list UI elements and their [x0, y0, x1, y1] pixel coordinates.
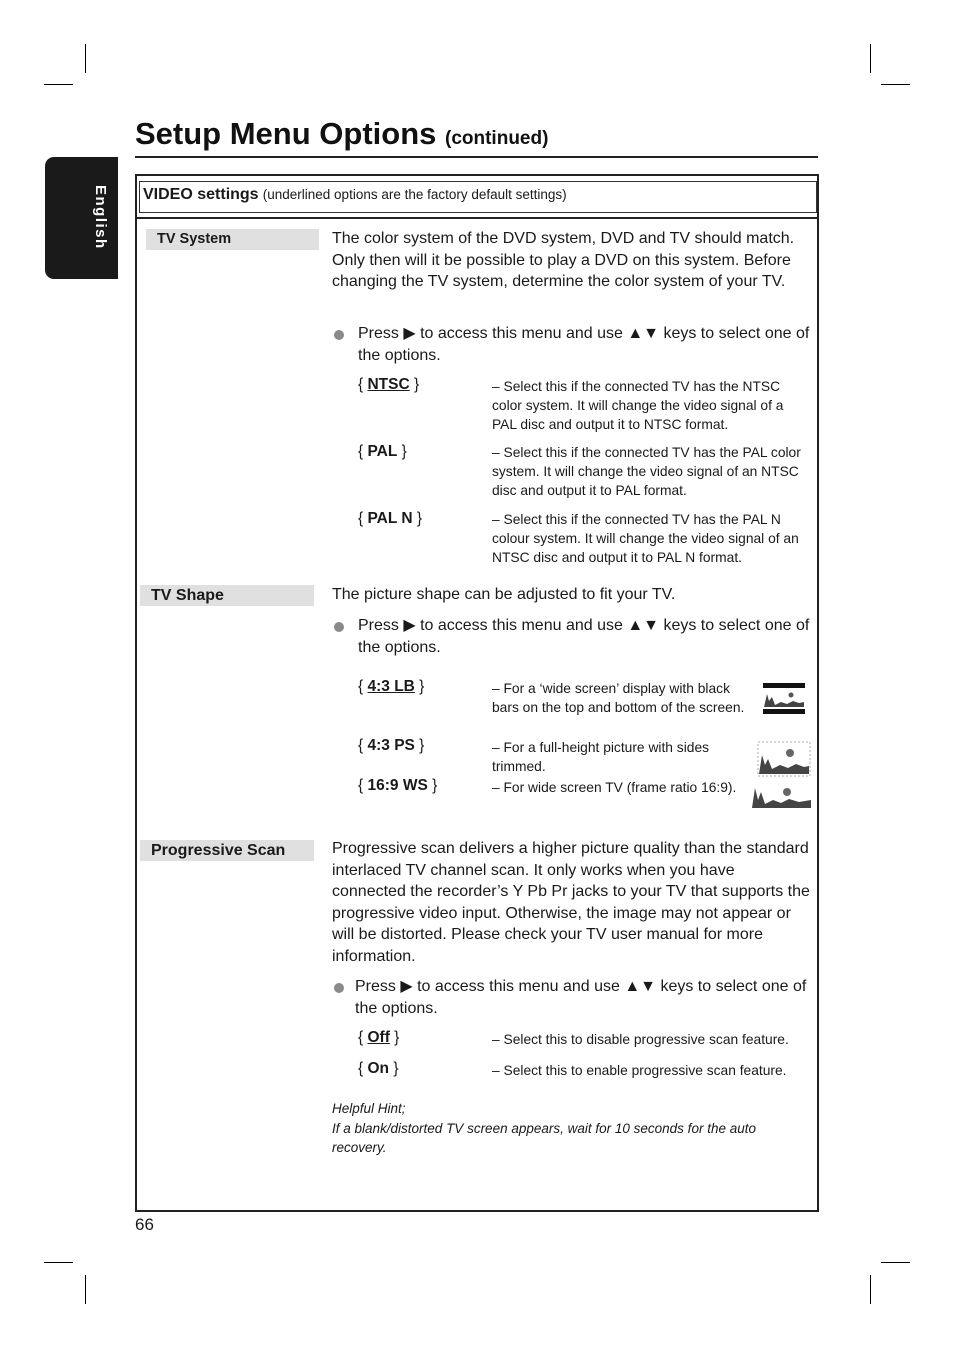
widescreen-icon: [751, 782, 813, 810]
settings-header-note: (underlined options are the factory default settings): [262, 187, 567, 202]
section-label-progressive-scan: Progressive Scan: [140, 840, 314, 861]
option-pal-name: PAL: [367, 443, 398, 460]
tv-system-intro: The color system of the DVD system, DVD and TV should match. Only then will it be possible to play a DVD on this system. Before changing the TV system, determine the color system of your TV.: [332, 230, 795, 290]
option-off-desc: – Select this to disable progressive scan feature.: [492, 1032, 789, 1047]
option-ntsc-desc: – Select this if the connected TV has the NTSC color system. It will change the video signal of a PAL disc and output it to NTSC format.: [492, 379, 784, 432]
tv-shape-intro: The picture shape can be adjusted to fit your TV.: [332, 586, 676, 603]
crop-mark: [44, 84, 73, 85]
crop-mark: [85, 44, 86, 73]
crop-mark: [44, 1262, 73, 1263]
option-pal-n: { PAL N }: [358, 510, 423, 527]
option-pal-n-name: PAL N: [367, 510, 413, 527]
option-4-3-ps: { 4:3 PS }: [358, 737, 425, 754]
option-4-3-lb: { 4:3 LB }: [358, 678, 425, 695]
tv-system-instruction: Press ▶ to access this menu and use ▲▼ keys to select one of the options.: [358, 325, 810, 364]
crop-mark: [881, 84, 910, 85]
option-on: { On }: [358, 1060, 399, 1077]
option-on-name: On: [367, 1060, 390, 1077]
option-off: { Off }: [358, 1029, 400, 1046]
header-divider: [137, 217, 817, 219]
page-title-text: Setup Menu Options: [135, 116, 437, 151]
helpful-hint-title: Helpful Hint;: [332, 1101, 406, 1116]
settings-header: [143, 186, 567, 204]
option-4-3-ps-desc: – For a full-height picture with sides trimmed.: [492, 740, 710, 774]
crop-mark: [881, 1262, 910, 1263]
option-16-9-ws-name: 16:9 WS: [367, 777, 428, 794]
helpful-hint-text: If a blank/distorted TV screen appears, wait for 10 seconds for the auto recovery.: [332, 1120, 756, 1155]
progressive-scan-instruction: Press ▶ to access this menu and use ▲▼ keys to select one of the options.: [355, 978, 807, 1017]
option-4-3-lb-desc: – For a ‘wide screen’ display with black bars on the top and bottom of the screen.: [492, 681, 745, 715]
option-ntsc: { NTSC }: [358, 376, 420, 393]
option-pal-n-desc: – Select this if the connected TV has the PAL N colour system. It will change the video signal of an NTSC disc and output it to PAL N format.: [492, 512, 799, 565]
progressive-scan-intro: Progressive scan delivers a higher picture quality than the standard interlaced TV channel scan. It only works when you have connected the recorder’s Y Pb Pr jacks to your TV that supports the progressive video input. Otherwise, the image may not appear or will be distorted. Please check your TV user manual for more information.: [332, 840, 810, 965]
option-4-3-lb-name: 4:3 LB: [367, 678, 415, 695]
option-ntsc-name: NTSC: [367, 376, 410, 393]
crop-mark: [870, 1275, 871, 1304]
page-number: 66: [135, 1215, 154, 1234]
option-4-3-ps-name: 4:3 PS: [367, 737, 415, 754]
option-off-name: Off: [367, 1029, 390, 1046]
option-pal-desc: – Select this if the connected TV has the PAL color system. It will change the video signal of an NTSC disc and output it to PAL format.: [492, 445, 801, 498]
option-16-9-ws-desc: – For wide screen TV (frame ratio 16:9).: [492, 780, 737, 795]
bullet-icon: [334, 330, 344, 340]
pan-scan-icon: [756, 741, 812, 777]
bullet-icon: [334, 622, 344, 632]
section-label-tv-system: TV System: [146, 229, 319, 250]
page-title: [135, 116, 548, 152]
language-side-tab: [45, 157, 118, 279]
settings-header-title: VIDEO settings: [143, 186, 259, 203]
crop-mark: [85, 1275, 86, 1304]
page-title-suffix: (continued): [445, 128, 549, 149]
tv-shape-instruction: Press ▶ to access this menu and use ▲▼ keys to select one of the options.: [358, 617, 810, 656]
section-label-tv-shape: TV Shape: [140, 585, 314, 606]
letterbox-icon: [763, 683, 805, 715]
helpful-hint: [332, 1099, 772, 1158]
bullet-icon: [334, 983, 344, 993]
option-16-9-ws: { 16:9 WS }: [358, 777, 438, 794]
option-pal: { PAL }: [358, 443, 407, 460]
title-divider: [135, 156, 818, 158]
option-on-desc: – Select this to enable progressive scan feature.: [492, 1063, 787, 1078]
crop-mark: [870, 44, 871, 73]
side-tab-label: English: [92, 185, 109, 250]
